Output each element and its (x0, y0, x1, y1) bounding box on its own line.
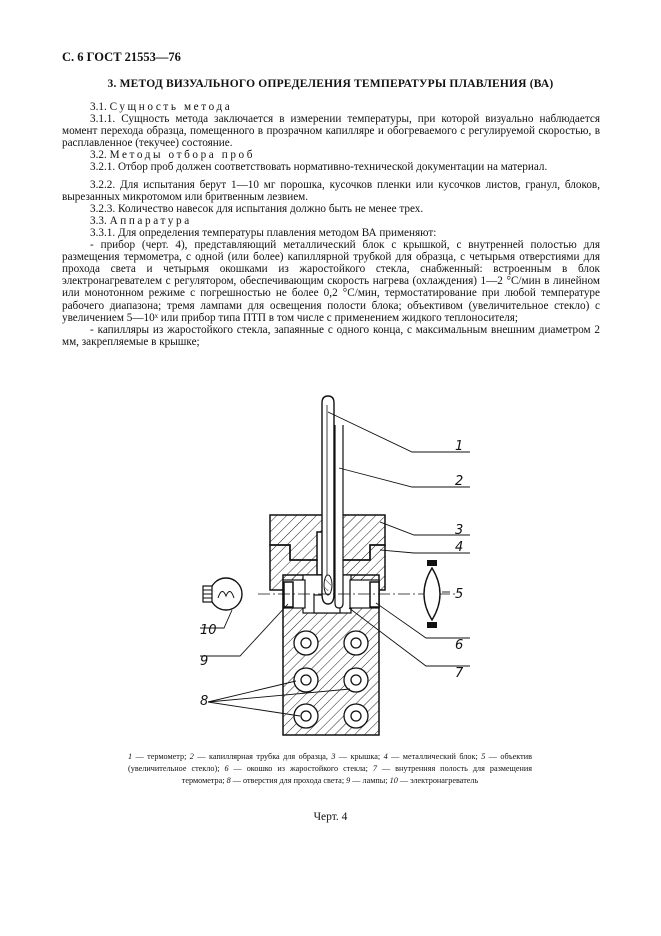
callout-4: 4 (455, 540, 464, 555)
callout-6: 6 (455, 638, 464, 653)
paragraph-3-3-1: 3.3.1. Для определения температуры плавления методом ВА применяют: (90, 226, 437, 239)
page-header: С. 6 ГОСТ 21553—76 (62, 50, 181, 64)
thermometer (322, 396, 334, 604)
callout-3: 3 (455, 523, 464, 538)
callout-2: 2 (455, 474, 464, 489)
paragraph-capillaries: - капилляры из жаростойкого стекла, запаянные с одного конца, с максимальным внешним диаметром 2 мм, закрепляемые в крышке; (62, 323, 600, 348)
callout-5: 5 (455, 587, 464, 602)
paragraph-3-2: 3.2. Методы отбора проб (90, 149, 256, 162)
lamp (203, 578, 242, 610)
objective-lens (424, 560, 440, 628)
callout-7: 7 (455, 666, 464, 681)
paragraph-3-2-3: 3.2.3. Количество навесок для испытания должно быть не менее трех. (90, 202, 424, 215)
section-title: 3. МЕТОД ВИЗУАЛЬНОГО ОПРЕДЕЛЕНИЯ ТЕМПЕРАТУРЫ ПЛАВЛЕНИЯ (ВА) (107, 78, 554, 90)
paragraph-3-3: 3.3. Аппаратура (90, 214, 192, 227)
callout-9: 9 (200, 654, 209, 669)
paragraph-3-2-2: 3.2.2. Для испытания берут 1—10 мг порошка, кусочков пленки или кусочков листов, гранул, блоков, вырезанных микротомом или бритвенным лезвием. (62, 178, 600, 203)
paragraph-3-2-1: 3.2.1. Отбор проб должен соответствовать нормативно-технической документации на материал. (90, 161, 548, 174)
paragraph-device: - прибор (черт. 4), представляющий металлический блок с крышкой, с внутренней полостью для размещения термометра, с одной (или более) капиллярной трубкой для образца, с четырьмя отверстиями для прохода света и четырьмя окошками из жаростойкого стекла, снабженный: встроенным в блок электронагревателем с регулятором, обеспечивающим скорость нагрева (охлаждения) 1—2 °С/мин в линейном или монотонном режиме с погрешностью не более 0,2 °С/мин, термостатирование при любой температуре рабочего диапазона; тремя лампами для освещения полости блока; объективом (увеличительное стекло) с увеличением 5—10ˣ или прибор типа ПТП в том числе с применением жидкого теплоносителя; (62, 239, 600, 324)
callout-10: 10 (200, 623, 217, 638)
figure-title: Черт. 4 (313, 811, 348, 823)
capillary-tube (335, 425, 343, 608)
paragraph-3-1-1: 3.1.1. Сущность метода заключается в измерении температуры, при которой визуально наблюдается момент перехода образца, помещенного в прозрачном капилляре и обогреваемого с регулируемой скоростью, в расплавленное (текучее) состояние. (62, 113, 600, 150)
figure-caption: 1 — термометр; 2 — капиллярная трубка для образца, 3 — крышка; 4 — металлический блок; 5 — объектив (увеличительное стекло); 6 — окошко из жаростойкого стекла; 7 — внутренняя полость для размещения термометра; 8 — отверстия для прохода света; 9 — лампы; 10 — электронагреватель (128, 752, 532, 785)
paragraph-3-1: 3.1. Сущность метода (90, 101, 233, 113)
callout-8: 8 (200, 694, 209, 709)
callout-1: 1 (455, 439, 464, 454)
